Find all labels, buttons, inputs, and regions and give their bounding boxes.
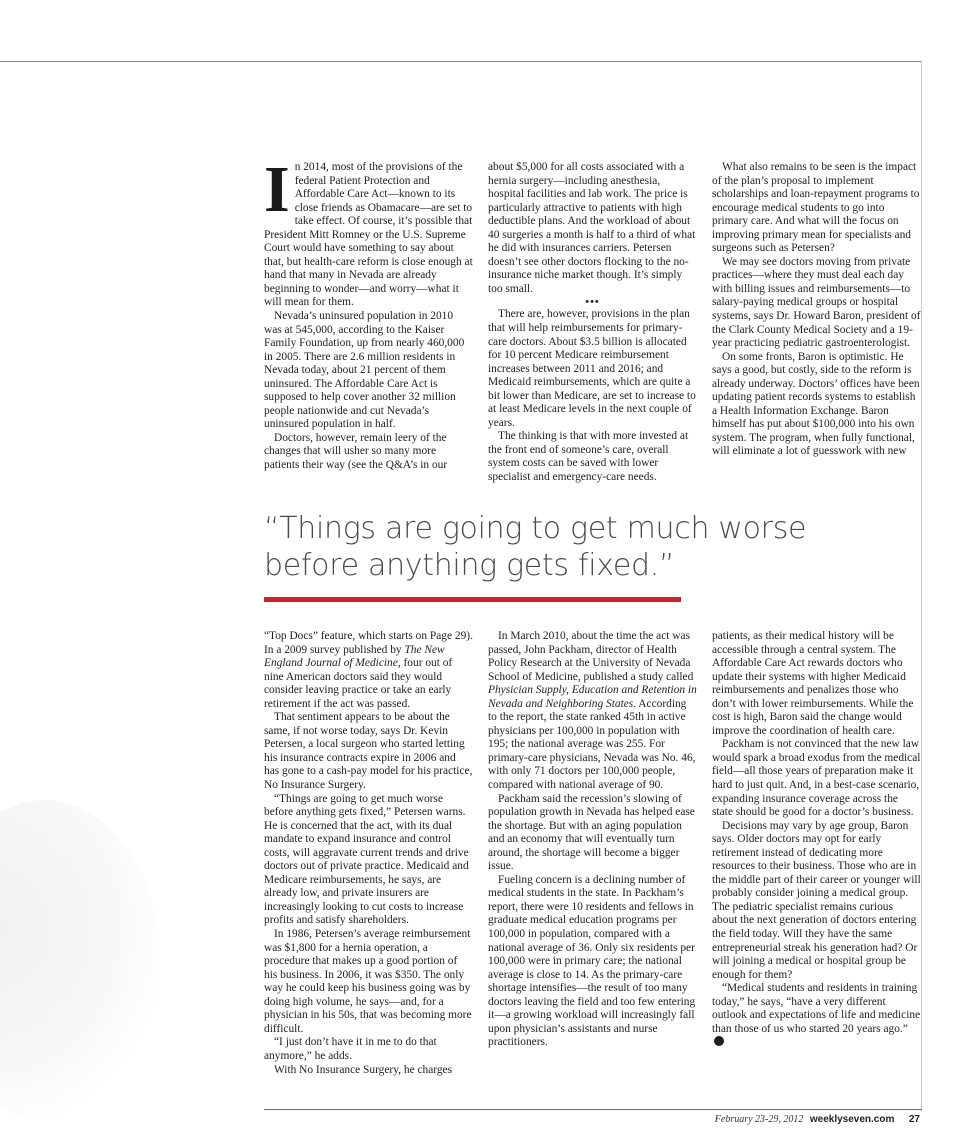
- article-paragraph: “Medical students and residents in training today,” he says, “have a very different outlook and expectations of life and medicine than those of us who started 20 years ago.” 7: [712, 982, 921, 1050]
- article-paragraph: patients, as their medical history will be accessible through a central system. The Affordable Care Act rewards doctors who update their systems with higher Medicaid reimbursements and penalizes those who don’t with lower reimbursements. While the cost is high, Baron said the change would improve the coordination of health care.: [712, 630, 914, 737]
- article-paragraph: Doctors, however, remain leery of the changes that will usher so many more patients their way (see the Q&A’s in our: [264, 431, 448, 472]
- page-footer: [715, 1114, 920, 1126]
- article-paragraph: In 2014, most of the provisions of the federal Patient Protection and Affordable Care Act—known to its close friends as Obamacare—are set to take effect. Of course, it’s possible that President Mitt Romney or the U.S. Supreme Court would have something to say about that, but health-care reform is close enough at hand that many in Nevada are already beginning to wonder—and worry—what it will mean for them.: [264, 153, 473, 309]
- upper-column-3: [712, 161, 921, 459]
- article-paragraph: What also remains to be seen is the impact of the plan’s proposal to implement scholarships and loan-repayment programs to encourage medical students to go into primary care. And what will the focus on improving primary mean for specialists and surgeons such as Petersen?: [712, 161, 920, 255]
- article-paragraph: Packham said the recession’s slowing of population growth in Nevada has helped ease the shortage. But with an aging population and an economy that will eventually turn around, the shortage will become a bigger issue.: [488, 792, 695, 873]
- article-paragraph: “I just don’t have it in me to do that anymore,” he adds.: [264, 1036, 437, 1062]
- article-paragraph: There are, however, provisions in the plan that will help reimbursements for primary-care doctors. About $3.5 billion is allocated for 10 percent Medicare reimbursement increases between 2011 and 2016; and Medicaid reimbursements, which are quite a bit lower than Medicare, are set to increase to at least Medicare levels in the next couple of years.: [488, 308, 696, 429]
- lower-column-3: [712, 630, 921, 1050]
- study-title: Physician Supply, Education and Retention in Nevada and Neighboring States: [488, 684, 697, 710]
- article-paragraph: On some fronts, Baron is optimistic. He says a good, but costly, side to the reform is already underway. Doctors’ offices have been updating patient records systems to establish a Health Information Exchange. Baron himself has put about $100,000 into his own system. The program, when fully functional, will eliminate a lot of guesswork with new: [712, 350, 920, 458]
- article-paragraph: With No Insurance Surgery, he charges: [274, 1063, 453, 1076]
- page-edge: [921, 61, 922, 1111]
- footer-rule: [264, 1109, 922, 1110]
- pull-quote-rule: [264, 597, 681, 602]
- article-paragraph: “Things are going to get much worse before anything gets fixed,” Petersen warns. He is concerned that the act, with its dual mandate to expand insurance and control costs, will aggravate current trends and drive doctors out of private practice. Medicaid and Medicare reimbursements, he says, are already low, and private insurers are increasingly looking to cut costs to increase profits and satisfy shareholders.: [264, 792, 469, 927]
- issue-date: February 23-29, 2012: [714, 1114, 804, 1125]
- article-paragraph: “Top Docs” feature, which starts on Page 29). In a 2009 survey published by The New England Journal of Medicine, four out of nine American doctors said they would consider leaving practice or take an early retirement if the act was passed.: [264, 630, 473, 710]
- article-paragraph: That sentiment appears to be about the same, if not worse today, says Dr. Kevin Petersen, a local surgeon who started letting his insurance contracts expire in 2006 and has gone to a cash-pay model for his practice, No Insurance Surgery.: [264, 711, 473, 792]
- upper-column-2: [488, 161, 697, 485]
- lower-column-1: [264, 630, 473, 1077]
- journal-title: The New England Journal of Medicine: [264, 643, 445, 670]
- background-shadow: [0, 800, 160, 1120]
- drop-cap: I: [264, 153, 290, 226]
- article-paragraph: Decisions may vary by age group, Baron says. Older doctors may opt for early retirement instead of dedicating more resources to their business. Those who are in the middle part of their career or younger will probably consider joining a medical group. The pediatric specialist remains curious about the next generation of doctors entering the field today. Will they have the same entrepreneurial streak his generation had? Or will joining a medical or hospital group be enough for them?: [712, 819, 921, 981]
- page-number: 27: [908, 1114, 920, 1125]
- site-link[interactable]: weeklyseven.com: [809, 1114, 895, 1125]
- article-paragraph: In March 2010, about the time the act was passed, John Packham, director of Health Policy Research at the University of Nevada School of Medicine, published a study called Physician Supply, Education and Retention in Nevada and Neighboring States. According to the report, the state ranked 45th in active physicians per 100,000 in population with 195; the national average was 255. For primary-care physicians, Nevada was No. 46, with only 71 doctors per 100,000 people, compared with national average of 90.: [488, 630, 697, 792]
- article-paragraph: Packham is not convinced that the new law would spark a broad exodus from the medical field—all those years of preparation make it hard to just quit. And, in a best-case scenario, expanding insurance coverage across the state should be good for a doctor’s business.: [712, 738, 921, 819]
- seven-end-mark-icon: [714, 1036, 724, 1046]
- upper-column-1: [264, 153, 473, 473]
- article-paragraph: We may see doctors moving from private practices—where they must deal each day with billing issues and reimbursements—to salary-paying medical groups or hospital systems, says Dr. Howard Baron, president of the Clark County Medical Society and a 19-year practicing pediatric gastroenterologist.: [712, 255, 921, 350]
- article-paragraph: about $5,000 for all costs associated with a hernia surgery—including anesthesia, hospital facilities and lab work. The price is particularly attractive to patients with high deductible plans. And the workload of about 40 surgeries a month is half to a third of what he did with insurances carriers. Petersen doesn’t see other doctors flocking to the no-insurance niche market though. It’s simply too small.: [488, 161, 696, 295]
- article-paragraph: The thinking is that with more invested at the front end of someone’s care, overall system costs can be saved with lower specialist and emergency-care needs.: [488, 430, 689, 484]
- article-paragraph: In 1986, Petersen’s average reimbursement was $1,800 for a hernia operation, a procedure that makes up a good portion of his business. In 2006, it was $350. The only way he could keep his business going was by doing high volume, he says—and, for a physician in his 50s, that was becoming more difficult.: [264, 928, 472, 1035]
- article-paragraph: Nevada’s uninsured population in 2010 was at 545,000, according to the Kaiser Family Foundation, up from nearly 460,000 in 2005. There are 2.6 million residents in Nevada today, about 21 percent of them uninsured. The Affordable Care Act is supposed to help cover another 32 million people nationwide and cut Nevada’s uninsured population in half.: [264, 310, 465, 431]
- section-separator: •••: [585, 296, 600, 309]
- lower-column-2: [488, 630, 697, 1050]
- article-paragraph: Fueling concern is a declining number of medical students in the state. In Packham’s report, there were 10 residents and fellows in graduate medical education programs per 100,000 in population, compared with a national average of 36. Only six residents per 100,000 were in primary care; the national average is close to 14. As the primary-care shortage intensifies—the result of too many doctors leaving the field and too few entering it—a growing workload will increasingly fall upon physician’s assistants and nurse practitioners.: [488, 873, 696, 1049]
- pull-quote: “Things are going to get much worse before anything gets fixed.”: [264, 511, 807, 583]
- top-rule: [0, 61, 921, 62]
